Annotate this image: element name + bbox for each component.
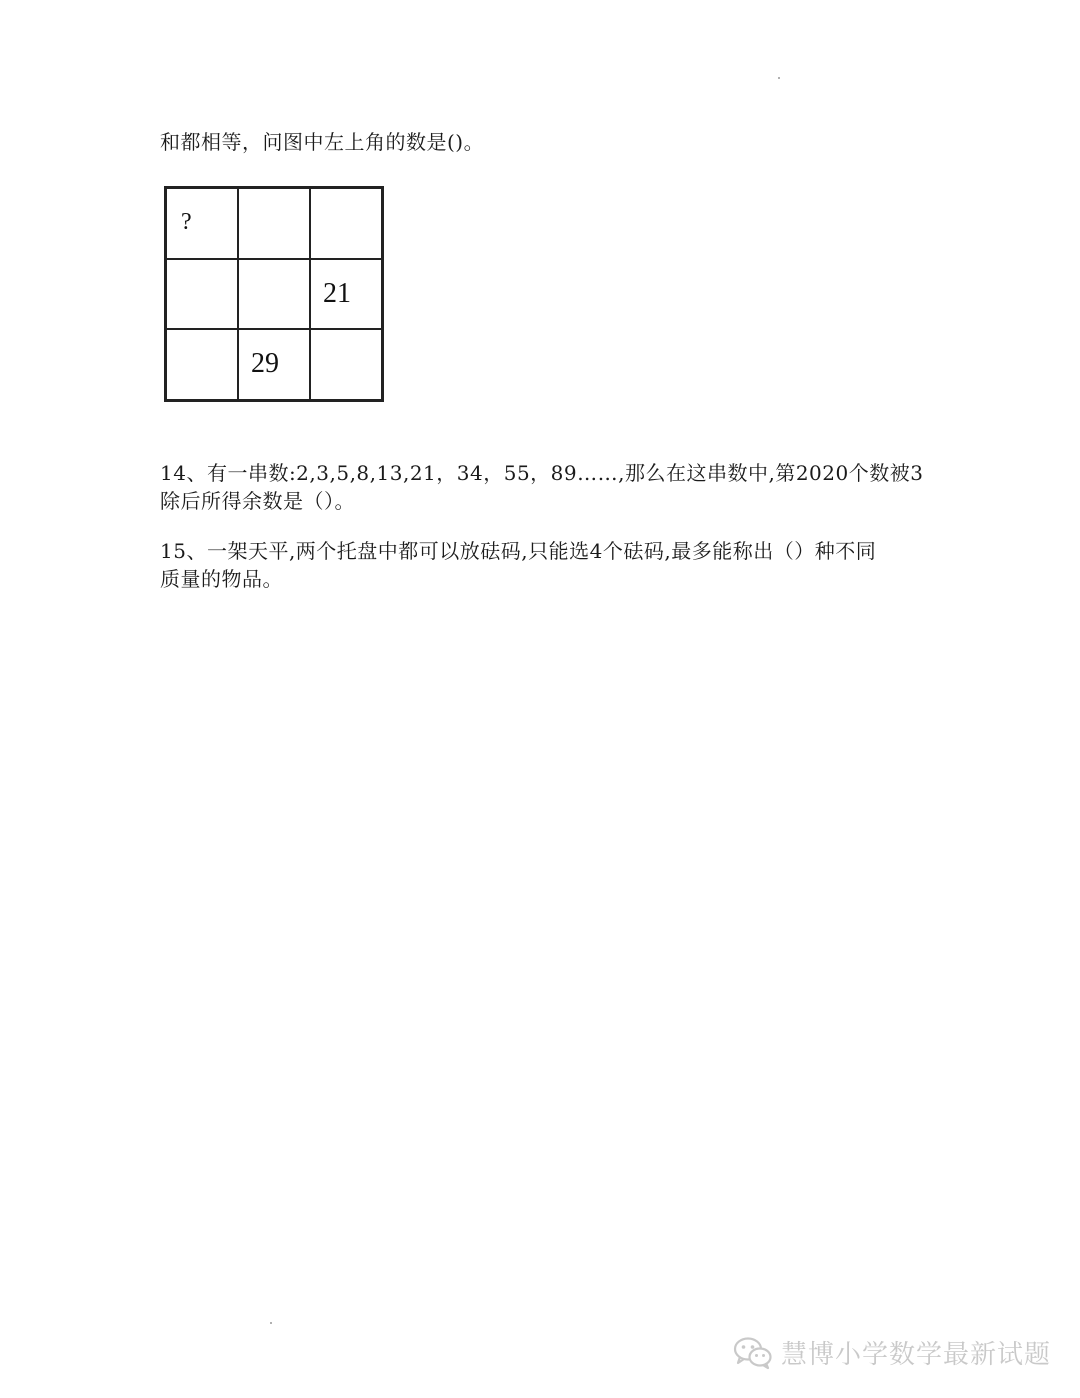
grid-cell [310,329,382,400]
grid-cell [238,259,310,330]
grid-cell-value: ? [181,209,192,235]
grid-cell-value: 21 [323,277,351,309]
watermark-text: 慧博小学数学最新试题 [781,1340,1052,1370]
question-14-line-1: 14、有一串数:2,3,5,8,13,21，34，55，89……,那么在这串数中,第2020个数被3 [160,461,924,485]
grid-cell-top-left [166,188,238,259]
grid-cell [310,259,382,330]
intro-text: 和都相等，问图中左上角的数是()。 [160,130,485,154]
watermark [733,1334,1051,1371]
grid-cell [310,188,382,259]
question-14-line-2: 除后所得余数是（）。 [160,489,355,513]
grid-cell [166,329,238,400]
number-grid [164,186,384,402]
grid-cell [166,259,238,330]
grid-cell-value: 29 [251,348,279,380]
wechat-icon [733,1336,773,1370]
question-15-line-2: 质量的物品。 [160,567,283,591]
question-15-line-1: 15、一架天平,两个托盘中都可以放砝码,只能选4个砝码,最多能称出（）种不同 [160,539,877,563]
speck [270,1322,272,1324]
grid-cell [238,329,310,400]
speck [778,77,780,79]
grid-cell [238,188,310,259]
